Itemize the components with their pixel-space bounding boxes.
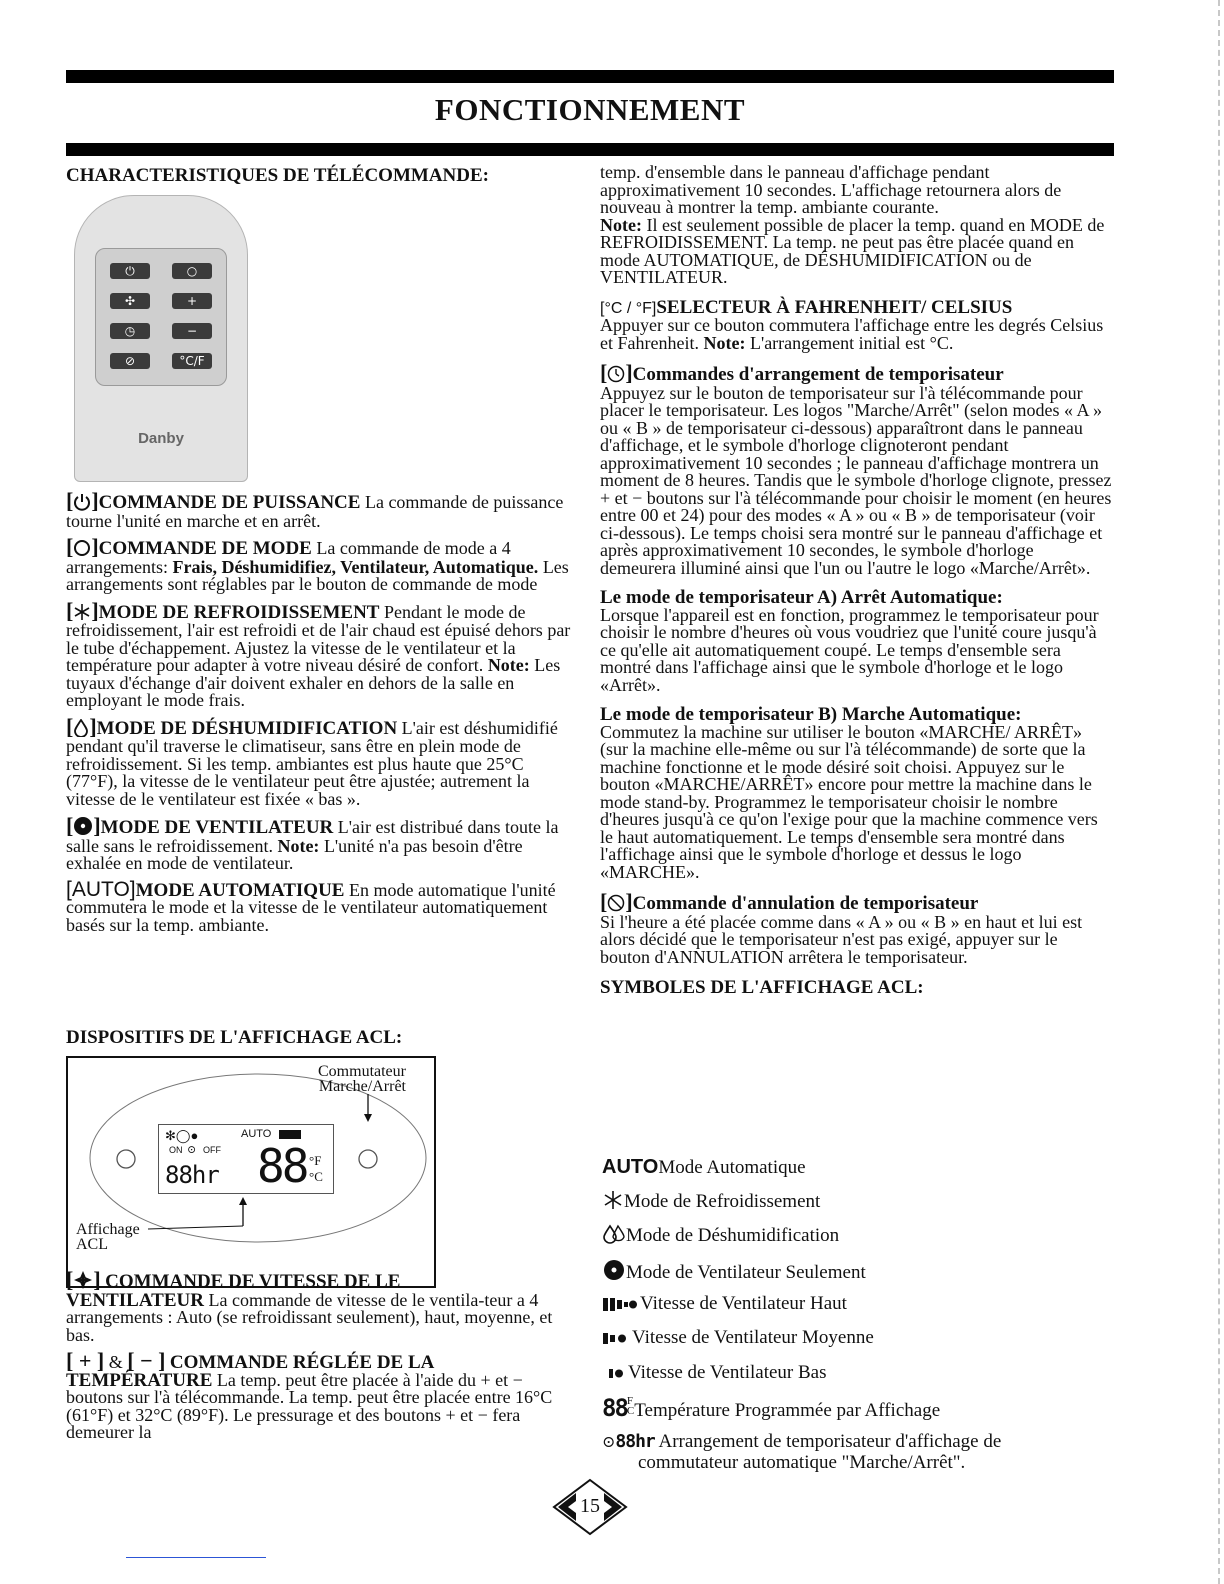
cancel-title: Commande d'annulation de temporisateur xyxy=(632,893,979,914)
symbol-low-row: Vitesse de Ventilateur Bas xyxy=(602,1362,827,1387)
cf-text-1: Appuyer sur ce bouton commutera l'affichage entre les degrés Celsius et Fahrenheit. xyxy=(600,315,1104,353)
amp: & xyxy=(108,1352,123,1372)
plus-bracket: [ + ] xyxy=(66,1348,105,1373)
cf-text-2: L'arrangement initial est °C. xyxy=(745,332,954,353)
symbol-auto-row: AUTOMode Automatique xyxy=(602,1156,806,1178)
fan-speed-section: [ ] COMMANDE DE VITESSE DE LE VENTILATEUR La commande de vitesse de le ventila-teur a 4 arrangements : Auto (se refroidissant seulement), haut, moyenne, et bas. xyxy=(66,1267,553,1345)
symbol-fan-row: Mode de Ventilateur Seulement xyxy=(602,1259,866,1287)
remote-cf-key: °C/F xyxy=(172,353,212,369)
remote-keypad xyxy=(95,248,227,386)
timer-glyph: 88hr xyxy=(615,1431,655,1452)
symbol-medium-row: Vitesse de Ventilateur Moyenne xyxy=(602,1327,874,1352)
remote-minus-key: − xyxy=(172,323,212,339)
fan-section: [ ]MODE DE VENTILATEUR L'air est distribué dans toute la salle sans le refroidissement. Note: L'unité n'a pas besoin d'être exhalée en mode de ventilateur. xyxy=(66,813,559,873)
temp-section xyxy=(66,1348,578,1442)
fan-speed-title-2: VENTILATEUR xyxy=(66,1289,204,1311)
dehum-text: L'air est déshumidifié pendant qu'il traverse le climatiseur, sans être en plein mode de refroidissement. Si les temp. ambiantes est plus haute que 25°C (77°F), la vitesse de le ventilateur peut être ajustée; autrement la vitesse de le ventilateur est fixée « bas ». xyxy=(66,717,558,809)
remote-fan-key: ✣ xyxy=(110,293,150,309)
timer-a-title: Le mode de temporisateur A) Arrêt Automatique: xyxy=(600,587,1003,608)
fan-speed-low-icon xyxy=(608,1365,628,1387)
cancel-section: [ ]Commande d'annulation de temporisateur Si l'heure a été placée comme dans « A » ou « B » en haut et lui est alors décidé que le temporisateur n'est pas exigé, appuyer sur le bouton d'ANNULATION arrêtera le temporisateur. xyxy=(600,889,1083,967)
cf-section xyxy=(600,296,1112,353)
minus-bracket: [ − ] xyxy=(127,1348,166,1373)
remote-cancel-key: ⊘ xyxy=(110,353,150,369)
dehum-section: [ ]MODE DE DÉSHUMIDIFICATION L'air est déshumidifié pendant qu'il traverse le climatiseur, sans être en plein mode de refroidissement. Si les temp. ambiantes est plus haute que 25°C (77°F), la vitesse de le ventilateur peut être ajustée; autrement la vitesse de le ventilateur est fixée « bas ». xyxy=(66,713,558,809)
fan-note-label: Note: xyxy=(277,835,320,856)
fan-speed-high-icon xyxy=(602,1296,640,1318)
remote-heading: CHARACTERISTIQUES DE TÉLÉCOMMANDE: xyxy=(66,165,489,186)
snowflake-icon xyxy=(602,1190,624,1216)
temp-text: La temp. peut être placée à l'aide du + et − boutons sur l'à télécommande. La temp. peut être placée entre 16°C (61°F) et 32°C (89°F). Le pressurage et des boutons + et − fera demeurer la xyxy=(66,1369,553,1442)
mode-text-2: Les arrangements sont réglables par le bouton de commande de mode xyxy=(66,556,569,594)
fan-speed-icon xyxy=(73,1270,93,1292)
lcd-mode-icons: ✻◯● xyxy=(165,1128,199,1143)
timer-text: Appuyez sur le bouton de temporisateur sur l'à télécommande pour placer le temporisateur. Les logos "Marche/Arrêt" (selon modes « A » ou « B » de temporisateur ci-dessous) apparaîtront dans le panneau d'affichage, et le symbole d'horloge clignoteront pendant approximativement 10 secondes ; le panneau d'affichage montrera un moment de 8 heures. Tandis que le symbole d'horloge clignote, pressez + et − boutons sur l'à télécommande pour choisir le moment (en heures entre 00 et 24) pour des modes « A » ou « B » de temporisateur (voir ci-dessous). Le temps choisi sera montré sur le panneau d'affichage et après approximativement 10 secondes, le symbole d'horloge demeurera illuminé ainsi que l'un ou l'autre le logo «Marche/Arrêt». xyxy=(600,382,1112,578)
timer-b-title: Le mode de temporisateur B) Marche Automatique: xyxy=(600,704,1022,725)
cool-text-2: Les tuyaux d'échange d'air doivent exhaler en dehors de la salle en employant le mode frais. xyxy=(66,655,561,710)
temp-title-2: TEMPÉRATURE xyxy=(66,1369,213,1391)
fan-text-1: L'air est distribué dans toute la salle sans le refroidissement. xyxy=(66,817,559,856)
page-title: FONCTIONNEMENT xyxy=(434,92,746,127)
fan-speed-text: La commande de vitesse de le ventila-teur a 4 arrangements : Auto (se refroidissant seulement), haut, moyenne, et bas. xyxy=(66,1289,553,1345)
mode-title: COMMANDE DE MODE xyxy=(98,538,312,559)
lcd-screen xyxy=(158,1124,334,1194)
symbol-temp-row: 88F CTempérature Programmée par Affichage xyxy=(602,1394,941,1422)
page-number-badge xyxy=(552,1478,628,1536)
symbol-cool-row: Mode de Refroidissement xyxy=(602,1190,820,1216)
left-column-lower xyxy=(66,1267,578,1442)
power-bracket: [ ] xyxy=(66,488,99,513)
fan-speed-title-1: COMMANDE DE VITESSE DE LE xyxy=(105,1271,401,1292)
right-column-text xyxy=(600,164,1112,998)
mode-text-1: La commande de mode a 4 arrangements: xyxy=(66,538,511,577)
fan-text-2: L'unité n'a pas besoin d'être exhalée en mode de ventilateur. xyxy=(66,835,523,873)
cf-bracket: [°C / °F] xyxy=(600,299,657,317)
auto-title: MODE AUTOMATIQUE xyxy=(135,879,345,901)
temp-title-1: COMMANDE RÉGLÉE DE LA xyxy=(169,1352,435,1373)
timer-title: Commandes d'arrangement de temporisateur xyxy=(632,364,1004,385)
cool-text-1: Pendant le mode de refroidissement, l'air est refroidi et de l'air chaud est épuisé dehors par le tube d'échappement. Ajustez la vitesse de le ventilateur et la température pour adapter à votre niveau désiré de confort. xyxy=(66,601,571,675)
timer-b-section xyxy=(600,706,1112,881)
continued-text: temp. d'ensemble dans le panneau d'affichage pendant approximativement 10 secondes. L'affichage retournera alors de nouveau à montrer la temp. ambiante courante. xyxy=(600,162,1062,217)
lcd-off: OFF xyxy=(203,1145,221,1155)
cf-note-label: Note: xyxy=(703,332,746,353)
symbols-heading: SYMBOLES DE L'AFFICHAGE ACL: xyxy=(600,977,924,998)
mode-options: Frais, Déshumidifiez, Ventilateur, Automatique. xyxy=(172,556,539,577)
lcd-auto: AUTO xyxy=(241,1128,272,1140)
fan-speed-medium-icon xyxy=(602,1330,632,1352)
temp-unit-glyph: F C xyxy=(626,1395,635,1417)
cf-title: SELECTEUR À FAHRENHEIT/ CELSIUS xyxy=(656,296,1013,318)
lcd-clock-icon: ⊙ xyxy=(187,1144,197,1156)
remote-plus-key: + xyxy=(172,293,212,309)
left-column-text xyxy=(66,488,578,935)
continued-note-label: Note: xyxy=(600,214,642,235)
remote-power-key: ⏻ xyxy=(110,263,150,279)
remote-mode-key: ○ xyxy=(172,263,212,279)
power-title: COMMANDE DE PUISSANCE xyxy=(98,492,361,513)
remote-illustration xyxy=(74,195,248,482)
clock-icon: ⊙ xyxy=(602,1434,616,1451)
auto-text: En mode automatique l'unité commutera le mode et la vitesse de le ventilateur automatiquement basés sur la temp. ambiante. xyxy=(66,879,556,935)
lcd-on: ON xyxy=(169,1145,183,1155)
lcd-heading: DISPOSITIFS DE L'AFFICHAGE ACL: xyxy=(66,1027,403,1048)
continued-text-2: Il est seulement possible de placer la temp. quand en MODE de REFROIDISSEMENT. La temp. ne peut pas être placée quand en mode AUTOMATIQUE, de DÉSHUMIDIFICATION ou de VENTILATEUR. xyxy=(600,214,1105,287)
cool-section: [ ]MODE DE REFROIDISSEMENT Pendant le mode de refroidissement, l'air est refroidi et de l'air chaud est épuisé dehors par le tube d'échappement. Ajustez la vitesse de le ventilateur et la température pour adapter à votre niveau désiré de confort. Note: Les tuyaux d'échange d'air doivent exhaler en dehors de la salle en employant le mode frais. xyxy=(66,597,571,710)
power-text: La commande de puissance tourne l'unité en marche et en arrêt. xyxy=(66,492,564,531)
auto-section xyxy=(66,877,578,935)
auto-bracket: [AUTO] xyxy=(66,877,136,901)
symbol-dehum-row: Mode de Déshumidification xyxy=(602,1224,839,1250)
dehum-title: MODE DE DÉSHUMIDIFICATION xyxy=(96,717,398,739)
temp-glyph: 88 xyxy=(602,1394,627,1422)
timer-a-text: Lorsque l'appareil est en fonction, programmez le temporisateur pour choisir le nombre d'heures où vous voudriez que l'unité coure jusqu'à ce qu'elle ait automatiquement coupé. Le temps d'ensemble sera montré dans l'affichage ainsi que le symbole d'horloge et le logo «Arrêt». xyxy=(600,604,1099,695)
cool-note-label: Note: xyxy=(487,655,530,675)
top-rule xyxy=(66,70,1114,83)
lcd-unit-f: °F xyxy=(309,1153,322,1168)
lcd-unit-c: °C xyxy=(309,1169,323,1184)
fan-icon xyxy=(602,1259,626,1287)
lcd-hr-digits: 88hr xyxy=(165,1161,219,1189)
mode-section: [ ]COMMANDE DE MODE La commande de mode a 4 arrangements: Frais, Déshumidifiez, Ventilateur, Automatique. Les arrangements sont réglables par le bouton de commande de mode xyxy=(66,534,569,594)
remote-brand: Danby xyxy=(138,430,184,447)
symbol-timer-row: ⊙88hr Arrangement de temporisateur d'affichage de commutateur automatique "Marche/Arrêt". xyxy=(602,1431,1002,1473)
lcd-big-digits: 88 xyxy=(257,1139,307,1193)
auto-glyph: AUTO xyxy=(602,1156,659,1178)
power-section xyxy=(66,488,578,531)
timer-section: [ ]Commandes d'arrangement de temporisateur Appuyez sur le bouton de temporisateur sur l'à télécommande pour placer le temporisateur. Les logos "Marche/Arrêt" (selon modes « A » ou « B » de temporisateur ci-dessous) apparaîtront dans le panneau d'affichage, et le symbole d'horloge clignoteront pendant approximativement 10 secondes ; le panneau d'affichage montrera un moment de 8 heures. Tandis que le symbole d'horloge clignote, pressez + et − boutons sur l'à télécommande pour choisir le moment (en heures entre 00 et 24) pour des modes « A » ou « B » de temporisateur (voir ci-dessous). Le temps choisi sera montré sur le panneau d'affichage et après approximativement 10 secondes, le symbole d'horloge demeurera illuminé ainsi que l'un ou l'autre le logo «Marche/Arrêt». xyxy=(600,360,1112,578)
footer-link-line xyxy=(126,1557,266,1558)
fan-title: MODE DE VENTILATEUR xyxy=(100,817,334,838)
cancel-text: Si l'heure a été placée comme dans « A » ou « B » en haut et lui est alors décidé que le temporisateur n'est pas exigé, appuyer sur le bouton d'ANNULATION arrêtera le temporisateur. xyxy=(600,911,1083,967)
cool-title: MODE DE REFROIDISSEMENT xyxy=(98,601,380,623)
fan-icon xyxy=(73,816,93,838)
lcd-speed-bars xyxy=(279,1130,301,1139)
continued-section xyxy=(600,164,1112,287)
lcd-switch-label: Commutateur Marche/Arrêt xyxy=(318,1063,406,1095)
lcd-display-label: Affichage ACL xyxy=(76,1221,140,1253)
timer-b-text: Commutez la machine sur utiliser le bouton «MARCHE/ ARRÊT» (sur la machine elle-même ou sur l'à télécommande) de sorte que la machine fonctionne et le mode désiré soit choisi. Appuyez sur le bouton «MARCHE/ARRÊT» encore pour mettre la machine dans le mode stand-by. Programmez le temporisateur choisir le nombre d'heures jusqu'à ce qu'on l'exige pour que la machine commence vers le haut automatiquement. Le temps d'ensemble sera montré dans l'affichage ainsi que le symbole d'horloge et dessus le logo «MARCHE». xyxy=(600,721,1098,882)
symbol-high-row: Vitesse de Ventilateur Haut xyxy=(602,1293,847,1318)
timer-a-section xyxy=(600,589,1112,694)
remote-timer-key: ◷ xyxy=(110,323,150,339)
page-edge-dashed-line xyxy=(1218,0,1220,1584)
page-number: 15 xyxy=(580,1495,600,1517)
title-underline-rule xyxy=(66,143,1114,156)
droplet-icon xyxy=(602,1224,626,1250)
